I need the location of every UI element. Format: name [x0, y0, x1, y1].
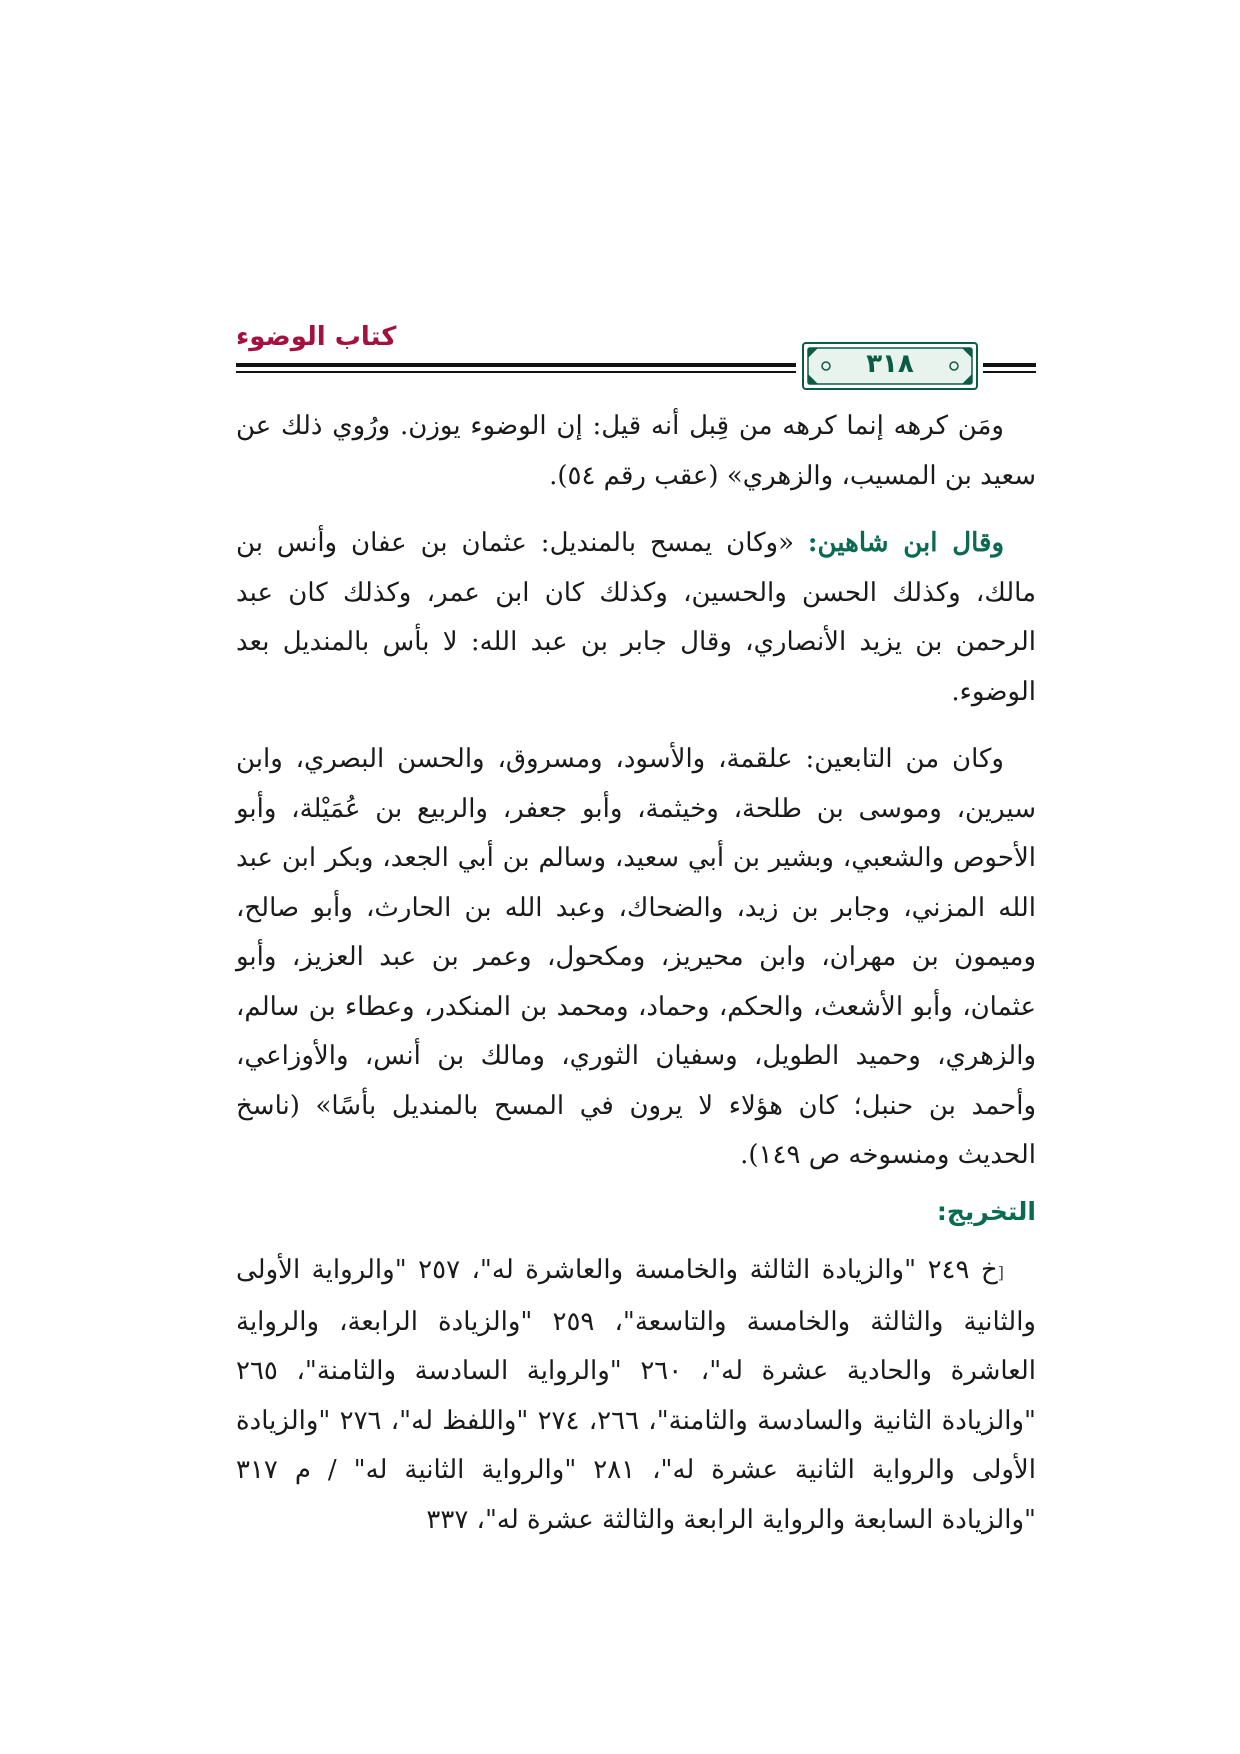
paragraph-text: «وكان يمسح بالمنديل: عثمان بن عفان وأنس بن مالك، وكذلك الحسن والحسين، وكذلك كان ابن عمر، وكذلك كان عبد الرحمن بن يزيد الأنصاري، وقال جابر بن عبد الله: لا بأس بالمنديل بعد الوضوء.: [236, 528, 1036, 707]
page-header: [236, 322, 1036, 390]
takhrij-paragraph: [236, 1246, 1036, 1545]
page-body: [236, 402, 1036, 1545]
paragraph-text: وكان من التابعين: علقمة، والأسود، ومسروق، والحسن البصري، وابن سيرين، وموسى بن طلحة، وخيثمة، وأبو جعفر، والربيع بن عُمَيْلة، وأبو الأحوص والشعبي، وبشير بن أبي سعيد، وسالم بن أبي الجعد، وبكر ابن عبد الله المزني، وجابر بن زيد، والضحاك، وعبد الله بن الحارث، وأبو صالح، وميمون بن مهران، وابن محيريز، ومكحول، وعمر بن عبد العزيز، وأبو عثمان، وأبو الأشعث، والحكم، وحماد، ومحمد بن المنكدر، وعطاء بن سالم، والزهري، وحميد الطويل، وسفيان الثوري، ومالك بن أنس، والأوزاعي، وأحمد بن حنبل؛ كان هؤلاء لا يرون في المسح بالمنديل بأسًا» (ناسخ الحديث ومنسوخه ص ١٤٩).: [236, 744, 1036, 1170]
section-heading: التخريج:: [936, 1196, 1036, 1226]
reference-marker: [: [997, 1263, 1004, 1282]
header-rule-right-thin: [983, 371, 1036, 373]
page-number: ٣١٨: [866, 349, 914, 379]
page-number-badge: [802, 342, 978, 390]
paragraph: [236, 402, 1036, 501]
book-title: كتاب الوضوء: [236, 322, 397, 352]
header-rule-right: [983, 363, 1036, 367]
paragraph-text: ومَن كرهه إنما كرهه من قِبل أنه قيل: إن الوضوء يوزن. ورُوي ذلك عن سعيد بن المسيب، والزهري» (عقب رقم ٥٤).: [236, 411, 1036, 491]
header-rule-thin: [236, 371, 796, 373]
header-rule: [236, 363, 796, 367]
speaker-label: وقال ابن شاهين:: [807, 528, 1004, 558]
paragraph: [236, 735, 1036, 1181]
paragraph: [236, 519, 1036, 717]
takhrij-text: خ ٢٤٩ "والزيادة الثالثة والخامسة والعاشرة له"، ٢٥٧ "والرواية الأولى والثانية والثالثة والخامسة والتاسعة"، ٢٥٩ "والزيادة الرابعة، والرواية العاشرة والحادية عشرة له"، ٢٦٠ "والرواية السادسة والثامنة"، ٢٦٥ "والزيادة الثانية والسادسة والثامنة"، ٢٦٦، ٢٧٤ "واللفظ له"، ٢٧٦ "والزيادة الأولى والرواية الثانية عشرة له"، ٢٨١ "والرواية الثانية له" / م ٣١٧ "والزيادة السابعة والرواية الرابعة والثالثة عشرة له"، ٣٣٧: [236, 1255, 1036, 1535]
